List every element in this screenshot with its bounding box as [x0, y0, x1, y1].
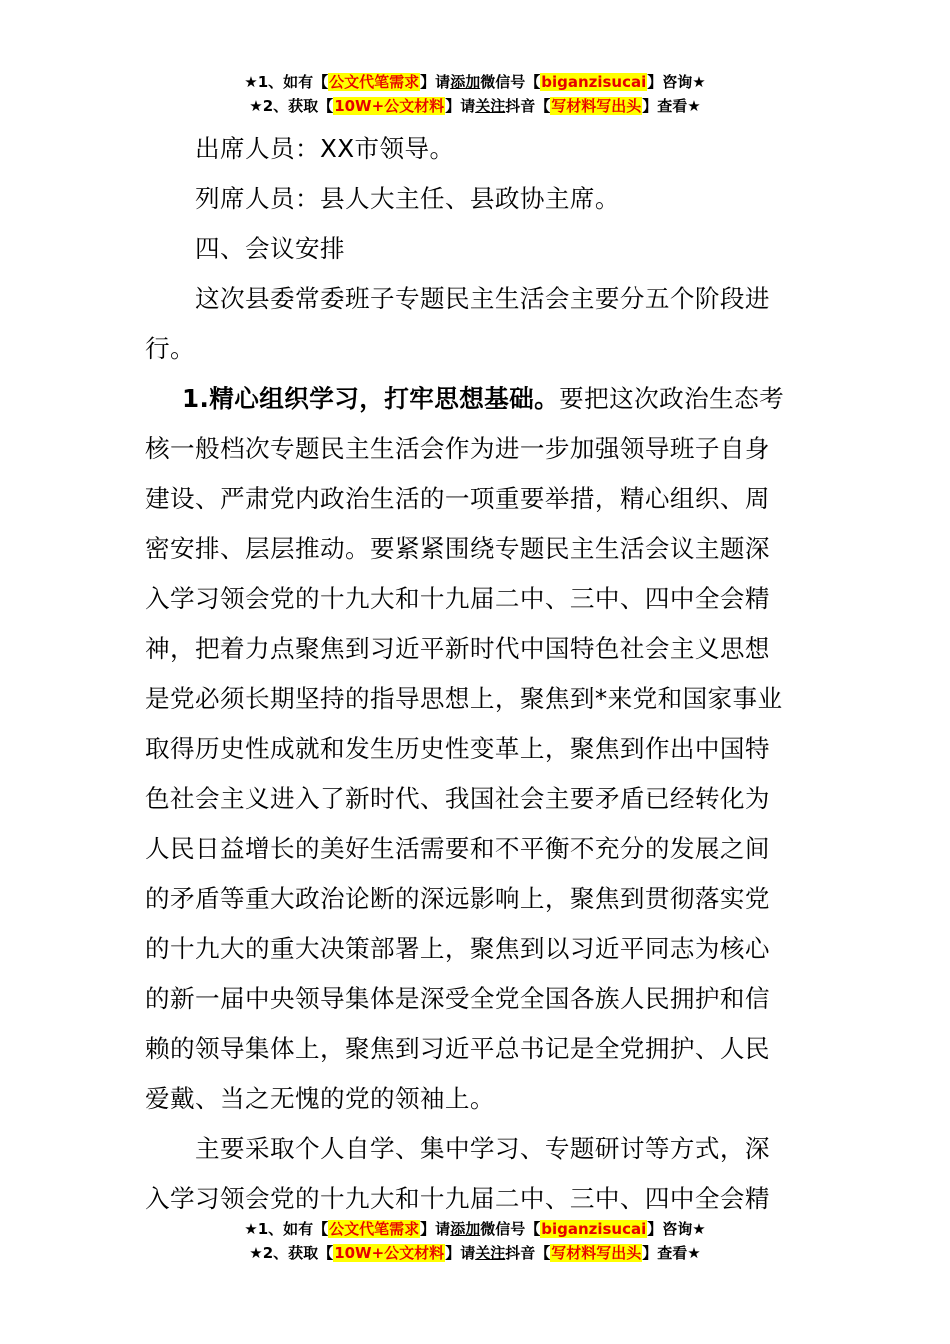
banner-text: 】咨询★ — [647, 1220, 706, 1238]
highlight-service: 公文代笔需求 — [329, 1220, 420, 1238]
banner-text: 】请 — [445, 97, 476, 115]
highlight-wechat-id: biganzisucai — [541, 1220, 647, 1238]
paragraph-line: 这次县委常委班子专题民主生活会主要分五个阶段进 — [195, 284, 770, 313]
paragraph-line: 色社会主义进入了新时代、我国社会主要矛盾已经转化为 — [145, 784, 770, 813]
banner-text: 】查看★ — [642, 97, 701, 115]
highlight-wechat-id: biganzisucai — [541, 73, 647, 91]
paragraph-line: 是党必须长期坚持的指导思想上，聚焦到*来党和国家事业 — [145, 684, 783, 713]
banner-text: 】咨询★ — [647, 73, 706, 91]
underlined-follow: 关注 — [475, 1244, 506, 1262]
paragraph-line: 人民日益增长的美好生活需要和不平衡不充分的发展之间 — [145, 834, 770, 863]
highlight-materials: 10W+公文材料 — [334, 97, 445, 115]
header-banner-line-2 — [0, 94, 950, 118]
underlined-add: 添加 — [450, 1220, 481, 1238]
banner-text: 】请 — [420, 1220, 451, 1238]
paragraph-line: 神，把着力点聚焦到习近平新时代中国特色社会主义思想 — [145, 634, 770, 663]
footer-banner-line-1 — [0, 1217, 950, 1241]
highlight-materials: 10W+公文材料 — [334, 1244, 445, 1262]
paragraph-line — [145, 374, 807, 424]
banner-text: 抖音【 — [505, 1244, 551, 1262]
paragraph-line: 建设、严肃党内政治生活的一项重要举措，精心组织、周 — [145, 484, 770, 513]
header-banner-line-1 — [0, 70, 950, 94]
underlined-add: 添加 — [450, 73, 481, 91]
banner-text: 微信号【 — [480, 73, 541, 91]
banner-text: 微信号【 — [480, 1220, 541, 1238]
header-banner — [0, 70, 950, 118]
paragraph-line: 的十九大的重大决策部署上，聚焦到以习近平同志为核心 — [145, 934, 770, 963]
section-heading: 四、会议安排 — [195, 234, 345, 263]
paragraph-line: 行。 — [145, 334, 195, 363]
observers-line: 列席人员：县人大主任、县政协主席。 — [195, 184, 620, 213]
paragraph-line: 入学习领会党的十九大和十九届二中、三中、四中全会精 — [145, 1184, 770, 1213]
underlined-follow: 关注 — [475, 97, 506, 115]
banner-text: ★2、获取【 — [249, 97, 334, 115]
paragraph-text: 要把这次政治生态考 — [559, 384, 785, 413]
banner-text: 】请 — [445, 1244, 476, 1262]
paragraph-line: 赖的领导集体上，聚焦到习近平总书记是全党拥护、人民 — [145, 1034, 770, 1063]
paragraph-line: 入学习领会党的十九大和十九届二中、三中、四中全会精 — [145, 584, 770, 613]
banner-text: ★1、如有【 — [244, 73, 329, 91]
paragraph-line: 密安排、层层推动。要紧紧围绕专题民主生活会议主题深 — [145, 534, 770, 563]
banner-text: ★2、获取【 — [249, 1244, 334, 1262]
attendees-line: 出席人员：XX市领导。 — [195, 134, 455, 163]
highlight-douyin-account: 写材料写出头 — [551, 1244, 642, 1262]
paragraph-line: 爱戴、当之无愧的党的领袖上。 — [145, 1084, 495, 1113]
banner-text: ★1、如有【 — [244, 1220, 329, 1238]
banner-text: 抖音【 — [505, 97, 551, 115]
paragraph-line: 核一般档次专题民主生活会作为进一步加强领导班子自身 — [145, 434, 770, 463]
highlight-douyin-account: 写材料写出头 — [551, 97, 642, 115]
footer-banner — [0, 1217, 950, 1265]
paragraph-line: 的矛盾等重大政治论断的深远影响上，聚焦到贯彻落实党 — [145, 884, 770, 913]
paragraph-line: 主要采取个人自学、集中学习、专题研讨等方式，深 — [195, 1134, 770, 1163]
subheading-bold: 1.精心组织学习，打牢思想基础。 — [182, 384, 560, 413]
banner-text: 】查看★ — [642, 1244, 701, 1262]
paragraph-line: 取得历史性成就和发生历史性变革上，聚焦到作出中国特 — [145, 734, 770, 763]
document-body — [145, 124, 807, 1224]
banner-text: 】请 — [420, 73, 451, 91]
footer-banner-line-2 — [0, 1241, 950, 1265]
highlight-service: 公文代笔需求 — [329, 73, 420, 91]
paragraph-line: 的新一届中央领导集体是深受全党全国各族人民拥护和信 — [145, 984, 770, 1013]
